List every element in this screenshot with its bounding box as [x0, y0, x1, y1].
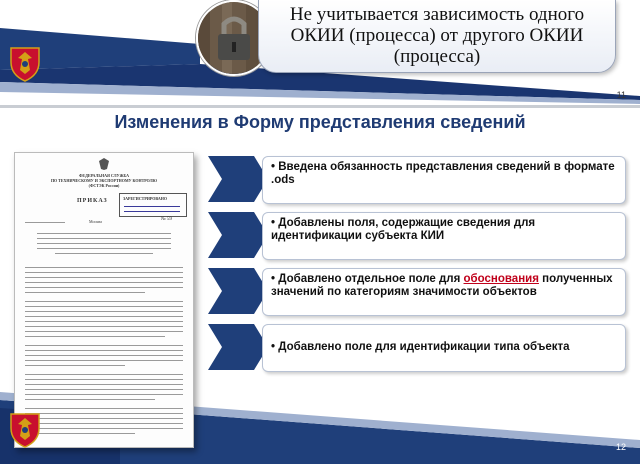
chevron-arrow-icon — [208, 324, 268, 370]
registration-stamp — [119, 193, 187, 217]
change-item-justification-field: • Добавлено отдельное поле для обоснования полученных значений по категориям значимости объектов — [262, 268, 626, 316]
stamp-text: ЗАРЕГИСТРИРОВАНО — [123, 196, 167, 201]
emblem-logo — [8, 408, 42, 448]
chevron-arrow-icon — [208, 212, 268, 258]
change-item-object-type: • Добавлено поле для идентификации типа объекта — [262, 324, 626, 372]
coat-of-arms-icon — [97, 157, 111, 171]
doc-org-line: (ФСТЭК России) — [88, 183, 120, 188]
chevron-arrow-icon — [208, 268, 268, 314]
doc-org-name — [43, 173, 165, 188]
change-item-subject-fields: • Добавлены поля, содержащие сведения для идентификации субъекта КИИ — [262, 212, 626, 260]
page-number: 12 — [615, 442, 626, 452]
change-item-text: Добавлены поля, содержащие сведения для идентификации субъекта КИИ — [271, 217, 536, 242]
change-item-text: Добавлено поле для идентификации типа объекта — [278, 341, 570, 353]
change-item-text: Добавлено отдельное поле для — [278, 273, 464, 285]
doc-org-line: ФЕДЕРАЛЬНАЯ СЛУЖБА — [79, 173, 129, 178]
slide-top — [0, 0, 640, 108]
highlighted-word: обоснования — [463, 273, 539, 285]
doc-org-line: ПО ТЕХНИЧЕСКОМУ И ЭКСПОРТНОМУ КОНТРОЛЮ — [50, 178, 158, 183]
title-line: ОКИИ (процесса) от другого ОКИИ — [290, 25, 584, 46]
slide-title — [269, 4, 605, 67]
change-item-ods-format: • Введена обязанность представления сведений в формате .ods — [262, 156, 626, 204]
page-number: 11 — [616, 90, 626, 100]
title-line: Не учитывается зависимость одного — [289, 4, 585, 25]
doc-type: ПРИКАЗ — [77, 198, 108, 204]
change-item-text: Введена обязанность представления сведений в формате .ods — [271, 161, 615, 186]
doc-city: Москва — [89, 219, 102, 224]
slide-title-box — [258, 0, 616, 73]
emblem-logo — [8, 42, 42, 82]
title-line: (процесса) — [393, 46, 481, 67]
slide-main — [0, 108, 640, 464]
change-item-text: полученных значений по категориям значимости объектов — [271, 273, 613, 298]
chevron-arrow-icon — [208, 156, 268, 202]
order-document-scan — [14, 152, 194, 448]
main-heading: Изменения в Форму представления сведений — [114, 112, 526, 132]
doc-number: № 59 — [161, 217, 173, 222]
